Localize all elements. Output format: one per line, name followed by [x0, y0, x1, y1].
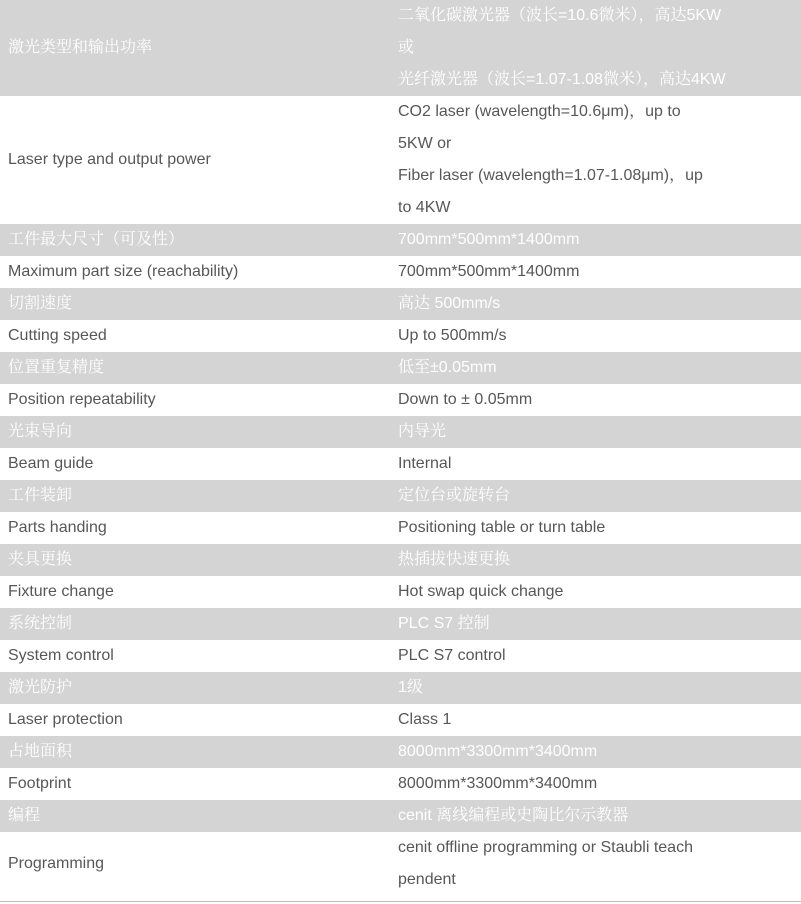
spec-value: [392, 544, 801, 576]
spec-row: [0, 256, 801, 288]
spec-value-line: 5KW or: [398, 135, 452, 152]
spec-value-line: 或: [398, 39, 415, 56]
spec-row: [0, 224, 801, 256]
spec-row: [0, 608, 801, 640]
bottom-divider: [0, 901, 801, 902]
spec-row: [0, 672, 801, 704]
spec-value: [392, 224, 801, 256]
spec-row: [0, 512, 801, 544]
spec-value: [392, 832, 801, 896]
spec-label: 编程: [0, 800, 392, 832]
spec-value: [392, 736, 801, 768]
spec-value: [392, 576, 801, 608]
spec-value: [392, 768, 801, 800]
spec-label: Cutting speed: [0, 320, 392, 352]
spec-label: 占地面积: [0, 736, 392, 768]
spec-value-line: Positioning table or turn table: [398, 519, 606, 536]
spec-value-line: 光纤激光器（波长=1.07-1.08微米），高达4KW: [398, 71, 726, 88]
spec-value-line: Internal: [398, 455, 452, 472]
spec-label: Maximum part size (reachability): [0, 256, 392, 288]
spec-label: 切割速度: [0, 288, 392, 320]
spec-value-line: pendent: [398, 871, 456, 888]
spec-label: 夹具更换: [0, 544, 392, 576]
spec-value-line: 8000mm*3300mm*3400mm: [398, 775, 598, 792]
spec-row: [0, 800, 801, 832]
spec-row: [0, 384, 801, 416]
spec-row: [0, 544, 801, 576]
spec-label: Programming: [0, 832, 392, 896]
spec-label: 工件装卸: [0, 480, 392, 512]
spec-value-line: 700mm*500mm*1400mm: [398, 263, 580, 280]
spec-value-line: Class 1: [398, 711, 452, 728]
spec-row: [0, 96, 801, 224]
spec-row: [0, 288, 801, 320]
spec-value: [392, 288, 801, 320]
spec-value-line: 定位台或旋转台: [398, 487, 511, 504]
spec-row: [0, 768, 801, 800]
spec-value-line: Up to 500mm/s: [398, 327, 507, 344]
spec-row: [0, 320, 801, 352]
spec-row: [0, 416, 801, 448]
spec-value: [392, 512, 801, 544]
spec-value: [392, 320, 801, 352]
spec-value-line: 1级: [398, 679, 423, 696]
spec-value-line: 内导光: [398, 423, 447, 440]
spec-label: Position repeatability: [0, 384, 392, 416]
spec-label: System control: [0, 640, 392, 672]
spec-value: [392, 352, 801, 384]
spec-value: [392, 704, 801, 736]
spec-value-line: 8000mm*3300mm*3400mm: [398, 743, 598, 760]
spec-row: [0, 352, 801, 384]
spec-value: [392, 384, 801, 416]
spec-value-line: 低至±0.05mm: [398, 359, 497, 376]
spec-value: [392, 480, 801, 512]
spec-row: [0, 640, 801, 672]
spec-value: [392, 448, 801, 480]
spec-value: [392, 416, 801, 448]
spec-label: Laser type and output power: [0, 96, 392, 224]
spec-row: [0, 576, 801, 608]
spec-label: 工件最大尺寸（可及性）: [0, 224, 392, 256]
spec-label: 位置重复精度: [0, 352, 392, 384]
spec-value-line: Down to ± 0.05mm: [398, 391, 533, 408]
spec-value-line: 700mm*500mm*1400mm: [398, 231, 580, 248]
spec-value-line: to 4KW: [398, 199, 451, 216]
spec-label: 系统控制: [0, 608, 392, 640]
spec-value: [392, 800, 801, 832]
spec-value-line: 高达 500mm/s: [398, 295, 501, 312]
spec-value-line: 二氧化碳激光器（波长=10.6微米），高达5KW: [398, 7, 722, 24]
spec-value-line: PLC S7 控制: [398, 615, 490, 632]
spec-row: [0, 736, 801, 768]
spec-label: Parts handing: [0, 512, 392, 544]
spec-row: [0, 448, 801, 480]
spec-label: Laser protection: [0, 704, 392, 736]
spec-label: Footprint: [0, 768, 392, 800]
spec-row: [0, 0, 801, 96]
spec-value-line: cenit offline programming or Staubli teach: [398, 839, 693, 856]
spec-label: 光束导向: [0, 416, 392, 448]
spec-value: [392, 96, 801, 224]
spec-row: [0, 704, 801, 736]
spec-row: [0, 480, 801, 512]
spec-label: Fixture change: [0, 576, 392, 608]
spec-value: [392, 256, 801, 288]
spec-value: [392, 640, 801, 672]
spec-value: [392, 0, 801, 96]
spec-label: Beam guide: [0, 448, 392, 480]
spec-value-line: cenit 离线编程或史陶比尔示教器: [398, 807, 629, 824]
spec-value-line: Fiber laser (wavelength=1.07-1.08μm)，up: [398, 167, 703, 184]
spec-value: [392, 608, 801, 640]
spec-value-line: CO2 laser (wavelength=10.6μm)，up to: [398, 103, 681, 120]
spec-value-line: Hot swap quick change: [398, 583, 564, 600]
spec-label: 激光防护: [0, 672, 392, 704]
spec-value: [392, 672, 801, 704]
spec-value-line: 热插拔快速更换: [398, 551, 511, 568]
spec-label: 激光类型和输出功率: [0, 0, 392, 96]
spec-value-line: PLC S7 control: [398, 647, 506, 664]
spec-row: [0, 832, 801, 896]
